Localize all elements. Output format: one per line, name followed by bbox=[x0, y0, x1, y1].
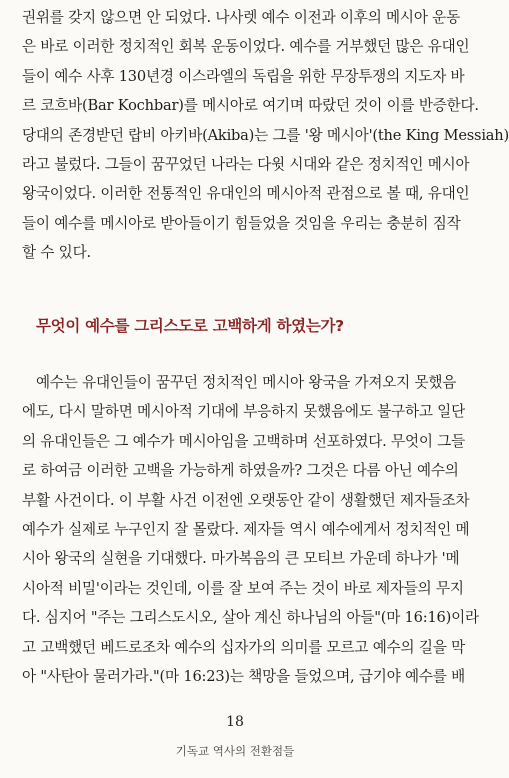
text-line: 은 바로 이러한 정치적인 회복 운동이었다. 예수를 거부했던 많은 유대인 bbox=[22, 38, 470, 56]
text-line: 할 수 있다. bbox=[22, 244, 91, 262]
text-line: 에도, 다시 말하면 메시아적 기대에 부응하지 못했음에도 불구하고 일단 bbox=[22, 403, 465, 421]
text-line: 시아 왕국의 실현을 기대했다. 마가복음의 큰 모티브 가운데 하나가 '메 bbox=[22, 550, 460, 568]
text-line: 다. 심지어 "주는 그리스도시오, 살아 계신 하나님의 아들"(마 16:16)이라 bbox=[22, 609, 479, 627]
text-line: 들이 예수를 메시아로 받아들이기 힘들었을 것임을 우리는 충분히 짐작 bbox=[22, 214, 461, 232]
text-line: 왕국이었다. 이러한 전통적인 유대인의 메시아적 관점으로 볼 때, 유대인 bbox=[22, 185, 470, 203]
body-paragraph-2 bbox=[22, 368, 479, 691]
section-heading: 무엇이 예수를 그리스도로 고백하게 하였는가? bbox=[36, 317, 344, 335]
text-line: 예수는 유대인들이 꿈꾸던 정치적인 메시아 왕국을 가져오지 못했음 bbox=[36, 374, 457, 391]
text-line: 고 고백했던 베드로조차 예수의 십자가의 의미를 모르고 예수의 길을 막 bbox=[22, 638, 465, 656]
text-line: 시아적 비밀'이라는 것인데, 이를 잘 보여 주는 것이 바로 제자들의 무지 bbox=[22, 579, 464, 597]
text-line: 당대의 존경받던 랍비 아키바(Akiba)는 그를 '왕 메시아'(the King Messiah) bbox=[22, 126, 509, 144]
text-line: 부활 사건이다. 이 부활 사건 이전엔 오랫동안 같이 생활했던 제자들조차 bbox=[22, 491, 470, 509]
page-number: 18 bbox=[226, 714, 244, 730]
text-line: 로 하여금 이러한 고백을 가능하게 하였을까? 그것은 다름 아닌 예수의 bbox=[22, 462, 459, 480]
text-line: 들이 예수 사후 130년경 이스라엘의 독립을 위한 무장투쟁의 지도자 바 bbox=[22, 67, 465, 85]
text-line: 아 "사탄아 물러가라."(마 16:23)는 책망을 들었으며, 급기야 예수를 배 bbox=[22, 668, 466, 686]
text-line: 르 코흐바(Bar Kochbar)를 메시아로 여기며 따랐던 것이 이를 반증한다. bbox=[22, 97, 479, 115]
text-line: 의 유대인들은 그 예수가 메시아임을 고백하며 선포하였다. 무엇이 그들 bbox=[22, 432, 465, 450]
running-title: 기독교 역사의 전환점들 bbox=[175, 744, 295, 758]
text-line: 라고 불렀다. 그들이 꿈꾸었던 나라는 다윗 시대와 같은 정치적인 메시아 bbox=[22, 156, 470, 174]
text-line: 권위를 갖지 않으면 안 되었다. 나사렛 예수 이전과 이후의 메시아 운동 bbox=[22, 9, 460, 26]
text-line: 예수가 실제로 누구인지 잘 몰랐다. 제자들 역시 예수에게서 정치적인 메 bbox=[22, 521, 470, 539]
body-paragraph-1 bbox=[22, 3, 509, 268]
